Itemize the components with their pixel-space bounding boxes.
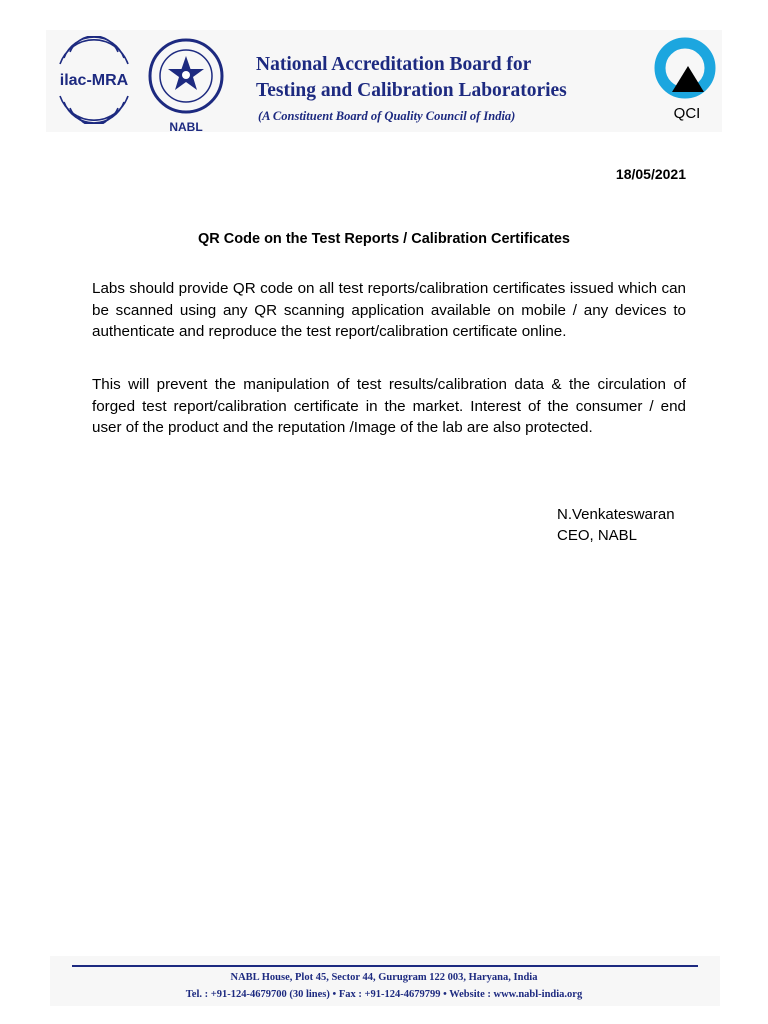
letter-date: 18/05/2021 <box>615 166 686 182</box>
footer-address: NABL House, Plot 45, Sector 44, Gurugram 122 003, Haryana, India <box>230 972 538 983</box>
signatory-title: CEO, NABL <box>557 527 638 544</box>
ilac-mra-logo <box>50 36 138 124</box>
nabl-seal-logo <box>146 36 226 136</box>
title-line-2: Testing and Calibration Laboratories <box>256 80 567 101</box>
body-paragraph: This will prevent the manipulation of test results/calibration data & the circulation of forged test report/calibration certificate in the market. Interest of the consumer / end user of the product and the reputation /Image of the lab are also protected. <box>92 376 686 436</box>
letter-subject: QR Code on the Test Reports / Calibration Certificates <box>198 231 570 247</box>
body-paragraph: Labs should provide QR code on all test reports/calibration certificates issued which can be scanned using any QR scanning application available on mobile / any devices to authenticate and reproduce the test report/calibration certificate online. <box>92 280 686 340</box>
footer-contact: Tel. : +91-124-4679700 (30 lines) • Fax : +91-124-4679799 • Website : www.nabl-india.org <box>185 989 583 1000</box>
qci-logo <box>650 36 724 122</box>
signatory-name: N.Venkateswaran <box>557 506 675 523</box>
ilac-logo-text: ilac-MRA <box>59 72 129 89</box>
signature-block <box>557 504 675 546</box>
qci-logo-text: QCI <box>673 105 701 122</box>
organization-subtitle: (A Constituent Board of Quality Council of India) <box>258 109 516 123</box>
nabl-logo-text: NABL <box>169 120 203 134</box>
footer-divider <box>72 965 698 967</box>
organization-title <box>256 52 656 104</box>
title-line-1: National Accreditation Board for <box>256 54 532 75</box>
